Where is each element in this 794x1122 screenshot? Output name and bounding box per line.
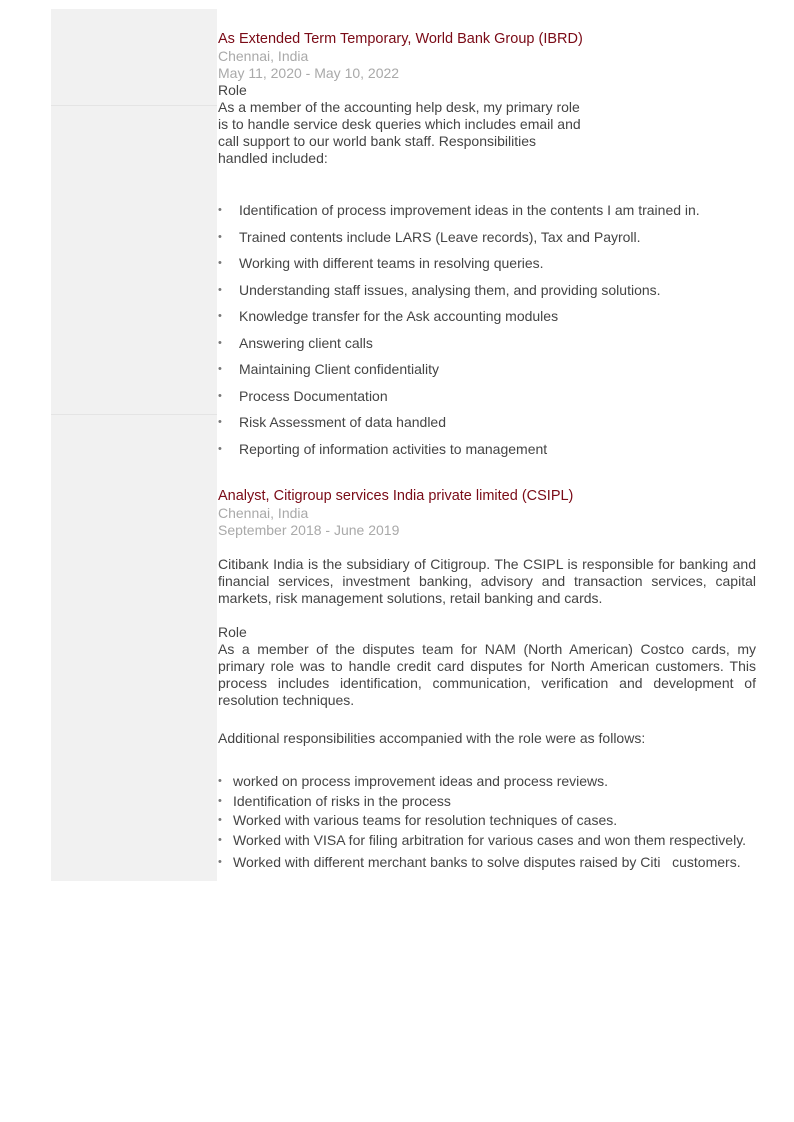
list-item: • Worked with different merchant banks to solve disputes raised by Citi customers. bbox=[218, 853, 756, 873]
job-location: Chennai, India bbox=[218, 505, 309, 521]
list-item: • Process Documentation bbox=[218, 387, 388, 404]
additional-responsibilities-intro: Additional responsibilities accompanied with the role were as follows: bbox=[218, 730, 646, 746]
bullet-icon: • bbox=[218, 310, 222, 322]
job-location: Chennai, India bbox=[218, 48, 309, 64]
bullet-icon: • bbox=[218, 283, 222, 296]
list-item: • Worked with various teams for resolution techniques of cases. bbox=[218, 811, 756, 831]
bullet-icon: • bbox=[218, 442, 222, 455]
job-dates: September 2018 - June 2019 bbox=[218, 522, 400, 538]
bullet-icon: • bbox=[218, 856, 222, 869]
responsibilities-list bbox=[218, 202, 756, 467]
role-description-line: As a member of the accounting help desk, my primary role bbox=[218, 99, 580, 115]
bullet-icon: • bbox=[218, 363, 222, 375]
bullet-icon: • bbox=[218, 833, 222, 846]
list-item: • Answering client calls bbox=[218, 334, 373, 351]
bullet-icon: • bbox=[218, 336, 222, 349]
company-description: Citibank India is the subsidiary of Citigroup. The CSIPL is responsible for banking and financial services, investment banking, advisory and transaction services, capital markets, risk management solutions, retail banking and cards. bbox=[218, 556, 756, 606]
bullet-icon: • bbox=[218, 416, 222, 428]
list-item: • worked on process improvement ideas and process reviews. bbox=[218, 772, 756, 792]
role-description-line: call support to our world bank staff. Responsibilities bbox=[218, 133, 537, 149]
list-item: • Maintaining Client confidentiality bbox=[218, 361, 439, 377]
list-item: • Understanding staff issues, analysing them, and providing solutions. bbox=[218, 281, 661, 298]
role-description: As a member of the disputes team for NAM (North American) Costco cards, my primary role was to handle credit card disputes for North American customers. This process includes identification, communication, verification and development of resolution techniques. bbox=[218, 641, 756, 708]
job-entry-citigroup bbox=[218, 487, 756, 873]
role-heading: Role bbox=[218, 624, 247, 640]
role-heading: Role bbox=[218, 82, 247, 98]
bullet-icon: • bbox=[218, 230, 222, 243]
role-description-line: is to handle service desk queries which includes email and bbox=[218, 116, 581, 132]
bullet-icon: • bbox=[218, 389, 222, 402]
list-item: • Worked with VISA for filing arbitration for various cases and won them respectively. bbox=[218, 831, 756, 851]
responsibilities-list bbox=[218, 772, 756, 873]
job-dates: May 11, 2020 - May 10, 2022 bbox=[218, 65, 400, 81]
list-item: • Knowledge transfer for the Ask accounting modules bbox=[218, 308, 559, 324]
sidebar-panel bbox=[51, 9, 217, 881]
list-item: • Trained contents include LARS (Leave records), Tax and Payroll. bbox=[218, 228, 641, 245]
list-item: • Identification of risks in the process bbox=[218, 792, 756, 812]
bullet-icon: • bbox=[218, 794, 222, 807]
sidebar-divider bbox=[51, 105, 217, 106]
role-description-line: handled included: bbox=[218, 150, 328, 166]
job-title: As Extended Term Temporary, World Bank Group (IBRD) bbox=[218, 31, 583, 47]
bullet-icon: • bbox=[218, 204, 222, 216]
list-item: • Working with different teams in resolving queries. bbox=[218, 255, 544, 271]
list-item: • Reporting of information activities to management bbox=[218, 440, 548, 457]
job-title: Analyst, Citigroup services India private limited (CSIPL) bbox=[218, 488, 574, 504]
bullet-icon: • bbox=[218, 814, 222, 827]
list-item: • Risk Assessment of data handled bbox=[218, 414, 447, 430]
experience-section bbox=[218, 30, 756, 873]
sidebar-divider bbox=[51, 414, 217, 415]
list-item: • Identification of process improvement ideas in the contents I am trained in. bbox=[218, 202, 700, 218]
job-entry-worldbank bbox=[218, 30, 756, 467]
bullet-icon: • bbox=[218, 775, 222, 787]
bullet-icon: • bbox=[218, 257, 222, 269]
